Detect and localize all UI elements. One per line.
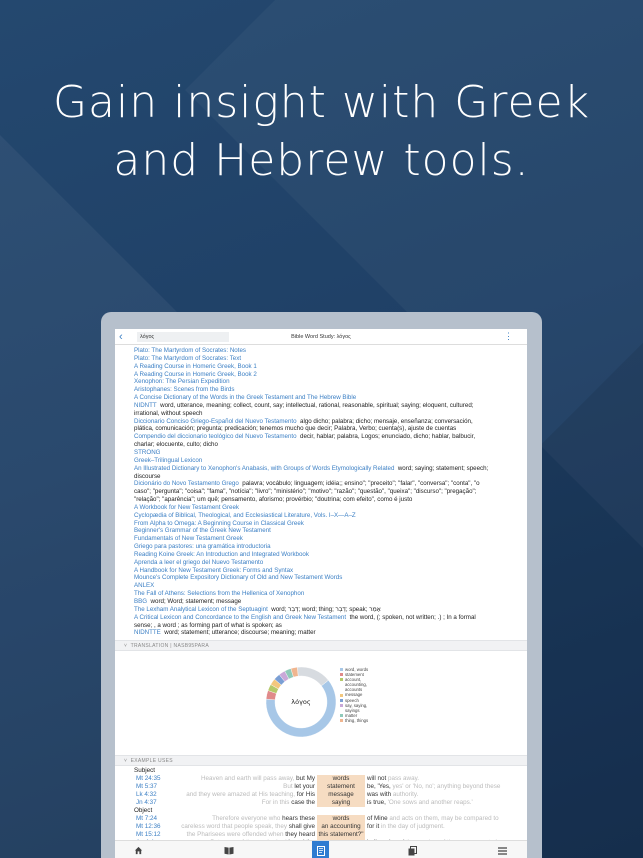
donut-slice[interactable] xyxy=(297,667,328,686)
keyword-highlight: message xyxy=(317,791,365,799)
resource-link[interactable]: STRONG xyxy=(134,448,161,456)
legend-swatch xyxy=(340,719,343,722)
context-right: of Mine and acts on them, may be compared to xyxy=(367,815,499,822)
resource-link[interactable]: The Fall of Athens: Selections from the Hellenica of Xenophon xyxy=(134,590,305,598)
resource-link[interactable]: A Reading Course in Homeric Greek, Book 1 xyxy=(134,362,257,370)
verse-reference[interactable]: Mt 12:36 xyxy=(136,823,161,830)
keyword-highlight: this statement?" xyxy=(318,831,364,838)
lexicon-entry xyxy=(134,449,521,457)
context-left: For in this case the xyxy=(261,799,315,806)
verse-reference[interactable]: Jn 4:37 xyxy=(136,799,157,806)
resource-link[interactable]: Xenophon: The Persian Expedition xyxy=(134,378,230,386)
resource-link[interactable]: ANLEX xyxy=(134,582,155,590)
resource-link[interactable]: NIDNTTE xyxy=(134,629,161,637)
legend-item xyxy=(340,718,368,723)
example-row[interactable] xyxy=(115,799,527,807)
lexicon-entry xyxy=(134,488,521,496)
legend-swatch xyxy=(340,668,343,671)
lexicon-entry xyxy=(134,629,521,637)
keyword-highlight: words xyxy=(317,775,365,783)
legend-swatch xyxy=(340,709,343,712)
translation-section-label: TRANSLATION | NASB95PARA xyxy=(130,643,209,649)
verse-reference[interactable]: Mt 7:24 xyxy=(136,815,157,822)
chart-legend xyxy=(340,667,368,723)
lexicon-entry xyxy=(134,425,521,433)
verse-reference[interactable]: Mt 15:12 xyxy=(136,831,161,838)
lexicon-entry xyxy=(134,520,521,528)
app-screen xyxy=(115,329,527,858)
top-bar xyxy=(115,329,527,345)
legend-swatch xyxy=(340,694,343,697)
lexicon-entry xyxy=(134,590,521,598)
lexicon-entry xyxy=(134,574,521,582)
menu-icon[interactable] xyxy=(494,841,511,858)
keyword-highlight: words xyxy=(317,815,365,823)
legend-swatch xyxy=(340,699,343,702)
gloss-text: sense; , a word ; as forming part of what is spoken; as xyxy=(134,621,282,629)
lexicon-entry xyxy=(134,465,521,473)
legend-label: matter xyxy=(345,712,358,718)
gloss-text: word; דָּבָר; word; thing; דָּבָר; speak; אָמַר xyxy=(271,605,381,613)
lexicon-entry xyxy=(134,504,521,512)
gloss-text: word; statement; utterance; discourse; meaning; matter xyxy=(164,629,316,637)
lexicon-entry xyxy=(134,527,521,535)
resource-link[interactable]: Cyclopædia of Biblical, Theological, and Ecclesiastical Literature, Vols. I–X—A–Z xyxy=(134,511,356,519)
gloss-text: algo dicho; palabra; dicho; mensaje, enseñanza; conversación, xyxy=(300,417,473,425)
home-icon[interactable] xyxy=(130,841,147,858)
legend-swatch xyxy=(340,683,343,686)
lexicon-entry xyxy=(134,535,521,543)
example-row[interactable] xyxy=(115,791,527,799)
legend-swatch xyxy=(340,704,343,707)
gloss-text: word, utterance, meaning; collect, count, say; intellectual, rational, reasonable, spiritual; saying; eloquent, cultured; xyxy=(160,401,474,409)
library-icon[interactable] xyxy=(220,841,237,858)
lexicon-entry xyxy=(134,606,521,614)
legend-swatch xyxy=(340,673,343,676)
gloss-text: word; saying; statement; speech; xyxy=(397,464,489,472)
translation-section-header[interactable] xyxy=(115,640,527,651)
example-row[interactable] xyxy=(115,823,527,831)
lexicon-entry xyxy=(134,598,521,606)
lexicon-entry xyxy=(134,386,521,394)
gloss-text: word; Word; statement; message xyxy=(150,598,242,605)
tablet-frame xyxy=(101,312,542,858)
resource-link[interactable]: A Handbook for New Testament Greek: Forms and Syntax xyxy=(134,566,294,574)
resource-link[interactable]: An Illustrated Dictionary to Xenophon's Anabasis, with Groups of Words Etymologically Related xyxy=(134,464,395,472)
example-uses-label: EXAMPLE USES xyxy=(130,758,173,764)
legend-label: account, xyxy=(345,677,362,683)
legend-label: word, words xyxy=(345,667,369,672)
example-group-heading xyxy=(115,807,527,815)
resource-link[interactable]: Greek–Trilingual Lexicon xyxy=(134,456,203,464)
legend-label: say, saying, xyxy=(345,702,368,708)
context-left: Therefore everyone who hears these xyxy=(212,815,315,822)
lexicon-entry xyxy=(134,441,521,449)
context-left: careless word that people speak, they shall give xyxy=(181,823,315,830)
lexicon-entry xyxy=(134,567,521,575)
gloss-text: palavra; vocábulo; linguagem; idéia;; ensino"; "preceito"; "falar", "conversa"; "conta", "o xyxy=(242,480,480,488)
lexicon-entry xyxy=(134,614,521,622)
collapse-chevron-icon: ˅ xyxy=(124,758,128,764)
lexicon-entry xyxy=(134,473,521,481)
context-right: for it in the day of judgment. xyxy=(367,823,445,830)
bottom-nav-bar xyxy=(115,840,527,858)
lexicon-entry xyxy=(134,512,521,520)
resource-link[interactable]: Compendio del diccionario teológico del Nuevo Testamento xyxy=(134,433,297,441)
lexicon-entry xyxy=(134,410,521,418)
lexicon-entry xyxy=(134,582,521,590)
legend-label: speech xyxy=(345,697,359,703)
bible-word-study-icon[interactable] xyxy=(312,841,329,858)
more-options-icon[interactable]: ⋮ xyxy=(504,331,513,341)
legend-swatch xyxy=(340,678,343,681)
example-uses-section-header[interactable] xyxy=(115,755,527,766)
context-left: the Pharisees were offended when they heard xyxy=(186,831,315,838)
gloss-text: plática, comunicación; pregunta; predicación; tenemos mucho que decir; Palabra, Verbo; cuenta(s), ajuste de cuentas xyxy=(134,425,457,433)
keyword-highlight: an accounting xyxy=(317,823,365,831)
context-right: was with authority. xyxy=(367,791,419,798)
context-right: be, 'Yes, yes' or 'No, no'; anything beyond these xyxy=(367,783,501,790)
gloss-text: charlar; elocuente, culto; dicho xyxy=(134,441,218,449)
collapse-chevron-icon: ˅ xyxy=(124,643,128,649)
resource-link[interactable]: NIDNTT xyxy=(134,401,157,409)
resource-link[interactable]: A Concise Dictionary of the Words in the Greek Testament and The Hebrew Bible xyxy=(134,394,357,402)
verse-reference[interactable]: Lk 4:32 xyxy=(136,791,157,798)
search-input[interactable]: λόγος xyxy=(137,332,229,342)
keyword-highlight: saying xyxy=(317,799,365,807)
resource-link[interactable]: Plato: The Martyrdom of Socrates: Text xyxy=(134,354,242,362)
lexicon-entry xyxy=(134,551,521,559)
gloss-text: the word, (; spoken, not written; .) ; In a formal xyxy=(349,613,476,621)
example-group-heading xyxy=(115,767,527,775)
resource-link[interactable]: Beginner's Grammar of the Greek New Testament xyxy=(134,527,271,535)
gloss-text: caso"; "pergunta"; "coisa"; "fama", "notícia"; "livro"; "ministério"; "motivo"; "razão"; "questão", "queixa"; "discurso"; "pregação"; xyxy=(134,488,477,496)
context-right: is true, 'One sows and another reaps.' xyxy=(367,799,473,806)
lexicon-list xyxy=(115,345,527,637)
back-icon[interactable]: ‹ xyxy=(119,330,123,343)
lexicon-entry xyxy=(134,622,521,630)
resource-link[interactable]: A Reading Course in Homeric Greek, Book 2 xyxy=(134,370,257,378)
lexicon-entry xyxy=(134,378,521,386)
page-title: Bible Word Study: λόγος xyxy=(291,333,351,340)
resource-link[interactable]: Diccionario Conciso Griego-Español del Nuevo Testamento xyxy=(134,417,297,425)
context-left: But let your xyxy=(283,783,315,790)
legend-label: accounts xyxy=(345,687,363,693)
lexicon-entry xyxy=(134,433,521,441)
example-uses-list xyxy=(115,767,527,847)
resource-link[interactable]: The Lexham Analytical Lexicon of the Septuagint xyxy=(134,605,268,613)
verse-reference[interactable]: Mt 5:37 xyxy=(136,783,157,790)
headline-line-1: Gain insight with Greek xyxy=(52,77,591,128)
legend-label: message xyxy=(345,692,363,698)
example-row[interactable] xyxy=(115,831,527,839)
lexicon-entry xyxy=(134,480,521,488)
example-row[interactable] xyxy=(115,775,527,783)
legend-swatch xyxy=(340,688,343,691)
lexicon-entry xyxy=(134,543,521,551)
lexicon-entry xyxy=(134,418,521,426)
resource-link[interactable]: From Alpha to Omega: A Beginning Course in Classical Greek xyxy=(134,519,304,527)
keyword-highlight: statement xyxy=(317,783,365,791)
resource-link[interactable]: Reading Koine Greek: An Introduction and Integrated Workbook xyxy=(134,550,309,558)
gloss-text: decir, hablar; palabra, Logos; enunciado, dicho; hablar, balbucir, xyxy=(300,433,476,441)
lexicon-entry xyxy=(134,394,521,402)
resource-link[interactable]: Plato: The Martyrdom of Socrates: Notes xyxy=(134,347,246,354)
resource-link[interactable]: Griego para pastores: una gramática introductoria xyxy=(134,543,271,551)
lexicon-entry xyxy=(134,559,521,567)
legend-swatch xyxy=(340,714,343,717)
group-label: Subject xyxy=(134,767,156,774)
lexicon-entry xyxy=(134,371,521,379)
translation-chart-area xyxy=(115,651,527,755)
resource-link[interactable]: A Workbook for New Testament Greek xyxy=(134,503,240,511)
gloss-text: discourse xyxy=(134,472,161,480)
lexicon-entry xyxy=(134,347,521,355)
example-row[interactable] xyxy=(115,783,527,791)
gloss-text: "relação"; "aparência"; um quê; pensamento, aforismo; provérbio; "doutrina; com efeito", como é justo xyxy=(134,496,413,504)
legend-label: thing, things xyxy=(345,717,369,723)
lexicon-entry xyxy=(134,496,521,504)
resource-link[interactable]: Fundamentals of New Testament Greek xyxy=(134,535,243,543)
lexicon-entry xyxy=(134,363,521,371)
context-left: Heaven and earth will pass away, but My xyxy=(201,775,315,782)
headline xyxy=(0,74,643,190)
resource-link[interactable]: Dicionário do Novo Testamento Grego xyxy=(134,480,239,488)
legend-label: sayings xyxy=(345,707,360,713)
resource-link[interactable]: A Critical Lexicon and Concordance to the English and Greek New Testament xyxy=(134,613,347,621)
legend-label: statement xyxy=(345,672,364,678)
documents-icon[interactable] xyxy=(404,841,421,858)
legend-label: accounting, xyxy=(345,682,367,688)
resource-link[interactable]: Aprenda a leer el griego del Nuevo Testamento xyxy=(134,558,264,566)
lexicon-entry xyxy=(134,355,521,363)
donut-center-label: λόγος xyxy=(291,698,311,706)
context-left: and they were amazed at His teaching, for His xyxy=(186,791,315,798)
group-label: Object xyxy=(134,807,153,814)
verse-reference[interactable]: Mt 24:35 xyxy=(136,775,161,782)
resource-link[interactable]: Aristophanes: Scenes from the Birds xyxy=(134,386,235,394)
resource-link[interactable]: Mounce's Complete Expository Dictionary of Old and New Testament Words xyxy=(134,574,343,582)
resource-link[interactable]: BBG xyxy=(134,598,148,605)
lexicon-entry xyxy=(134,457,521,465)
headline-line-2: and Hebrew tools. xyxy=(113,135,530,186)
example-row[interactable] xyxy=(115,815,527,823)
lexicon-entry xyxy=(134,402,521,410)
context-right: will not pass away. xyxy=(367,775,420,782)
translation-donut-chart[interactable] xyxy=(115,651,527,755)
gloss-text: irrational, without speech xyxy=(134,409,203,417)
